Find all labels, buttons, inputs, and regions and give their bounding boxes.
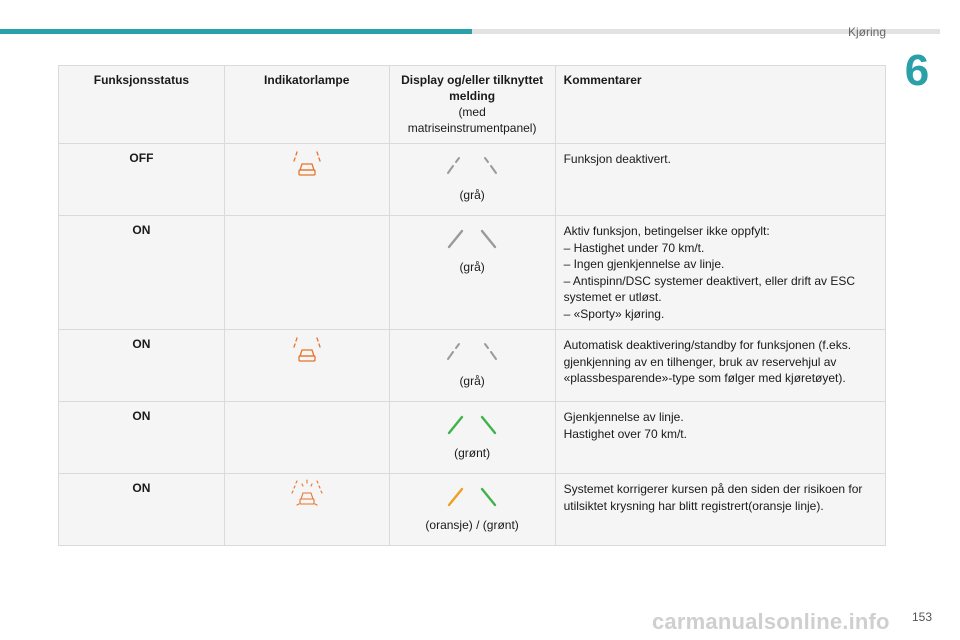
- top-rule-accent: [0, 29, 472, 34]
- comment-cell: [555, 216, 885, 330]
- status-cell: ON: [59, 474, 225, 546]
- lane-lines-orange-green-icon: [442, 486, 502, 510]
- comment-cell: [555, 144, 885, 216]
- comment-line: Gjenkjennelse av linje.: [563, 410, 684, 424]
- comment-line: – «Sporty» kjøring.: [563, 306, 665, 321]
- lamp-cell: [224, 216, 389, 330]
- display-cell: [389, 330, 555, 402]
- header-status: Funksjonsstatus: [59, 66, 225, 144]
- table-row: [59, 216, 886, 330]
- comment-line: Systemet korrigerer kursen på den siden der risikoen for utilsiktet krysning har blitt registrert(oransje linje).: [563, 482, 863, 513]
- table-row: [59, 402, 886, 474]
- header-display-label: Display og/eller tilknyttet melding: [401, 73, 544, 103]
- section-title: Kjøring: [847, 25, 886, 39]
- display-cell: [389, 144, 555, 216]
- comment-line: Hastighet over 70 km/t.: [563, 426, 687, 441]
- comment-line: Aktiv funksjon, betingelser ikke oppfylt:: [563, 224, 770, 238]
- table-row: [59, 474, 886, 546]
- lane-assist-warning-icon: [289, 334, 325, 364]
- lamp-cell: [224, 474, 389, 546]
- lamp-cell: [224, 144, 389, 216]
- status-cell: ON: [59, 216, 225, 330]
- header-display-sub: (med matriseinstrumentpanel): [407, 105, 537, 135]
- lane-lines-solid-grey-icon: [442, 228, 502, 252]
- table-row: [59, 144, 886, 216]
- page-number: 153: [911, 610, 932, 624]
- comment-cell: [555, 402, 885, 474]
- display-caption: (grå): [459, 188, 485, 202]
- table-header-row: [59, 66, 886, 144]
- chapter-number: 6: [904, 46, 930, 95]
- comment-line: – Antispinn/DSC systemer deaktivert, eller drift av ESC systemet er utløst.: [563, 273, 856, 304]
- comment-cell: [555, 330, 885, 402]
- lamp-cell: [224, 330, 389, 402]
- display-cell: [389, 474, 555, 546]
- display-caption: (grå): [459, 260, 485, 274]
- status-cell: ON: [59, 330, 225, 402]
- display-cell: [389, 216, 555, 330]
- display-caption: (oransje) / (grønt): [425, 518, 519, 532]
- lane-assist-active-icon: [289, 478, 325, 508]
- lane-lines-green-icon: [442, 414, 502, 438]
- lane-lines-dashed-icon: [442, 156, 502, 180]
- lane-lines-dashed-icon: [442, 342, 502, 366]
- header-lamp: Indikatorlampe: [224, 66, 389, 144]
- header-comments: Kommentarer: [555, 66, 885, 144]
- display-caption: (grå): [459, 374, 485, 388]
- comment-cell: [555, 474, 885, 546]
- comment-line: Automatisk deaktivering/standby for funksjonen (f.eks. gjenkjenning av en tilhenger, bruk av reservehjul av «plassbesparende»-type som følger med kjøretøyet).: [563, 338, 852, 385]
- status-cell: OFF: [59, 144, 225, 216]
- status-cell: ON: [59, 402, 225, 474]
- display-cell: [389, 402, 555, 474]
- lamp-cell: [224, 402, 389, 474]
- table-row: [59, 330, 886, 402]
- comment-line: Funksjon deaktivert.: [563, 152, 671, 166]
- header-display: [389, 66, 555, 144]
- watermark: carmanualsonline.info: [652, 609, 890, 634]
- lane-assist-warning-icon: [289, 148, 325, 178]
- function-status-table: [58, 65, 886, 546]
- chapter-tab: [887, 37, 947, 105]
- comment-line: – Ingen gjenkjennelse av linje.: [563, 257, 725, 271]
- display-caption: (grønt): [454, 446, 491, 460]
- comment-line: – Hastighet under 70 km/t.: [563, 240, 705, 255]
